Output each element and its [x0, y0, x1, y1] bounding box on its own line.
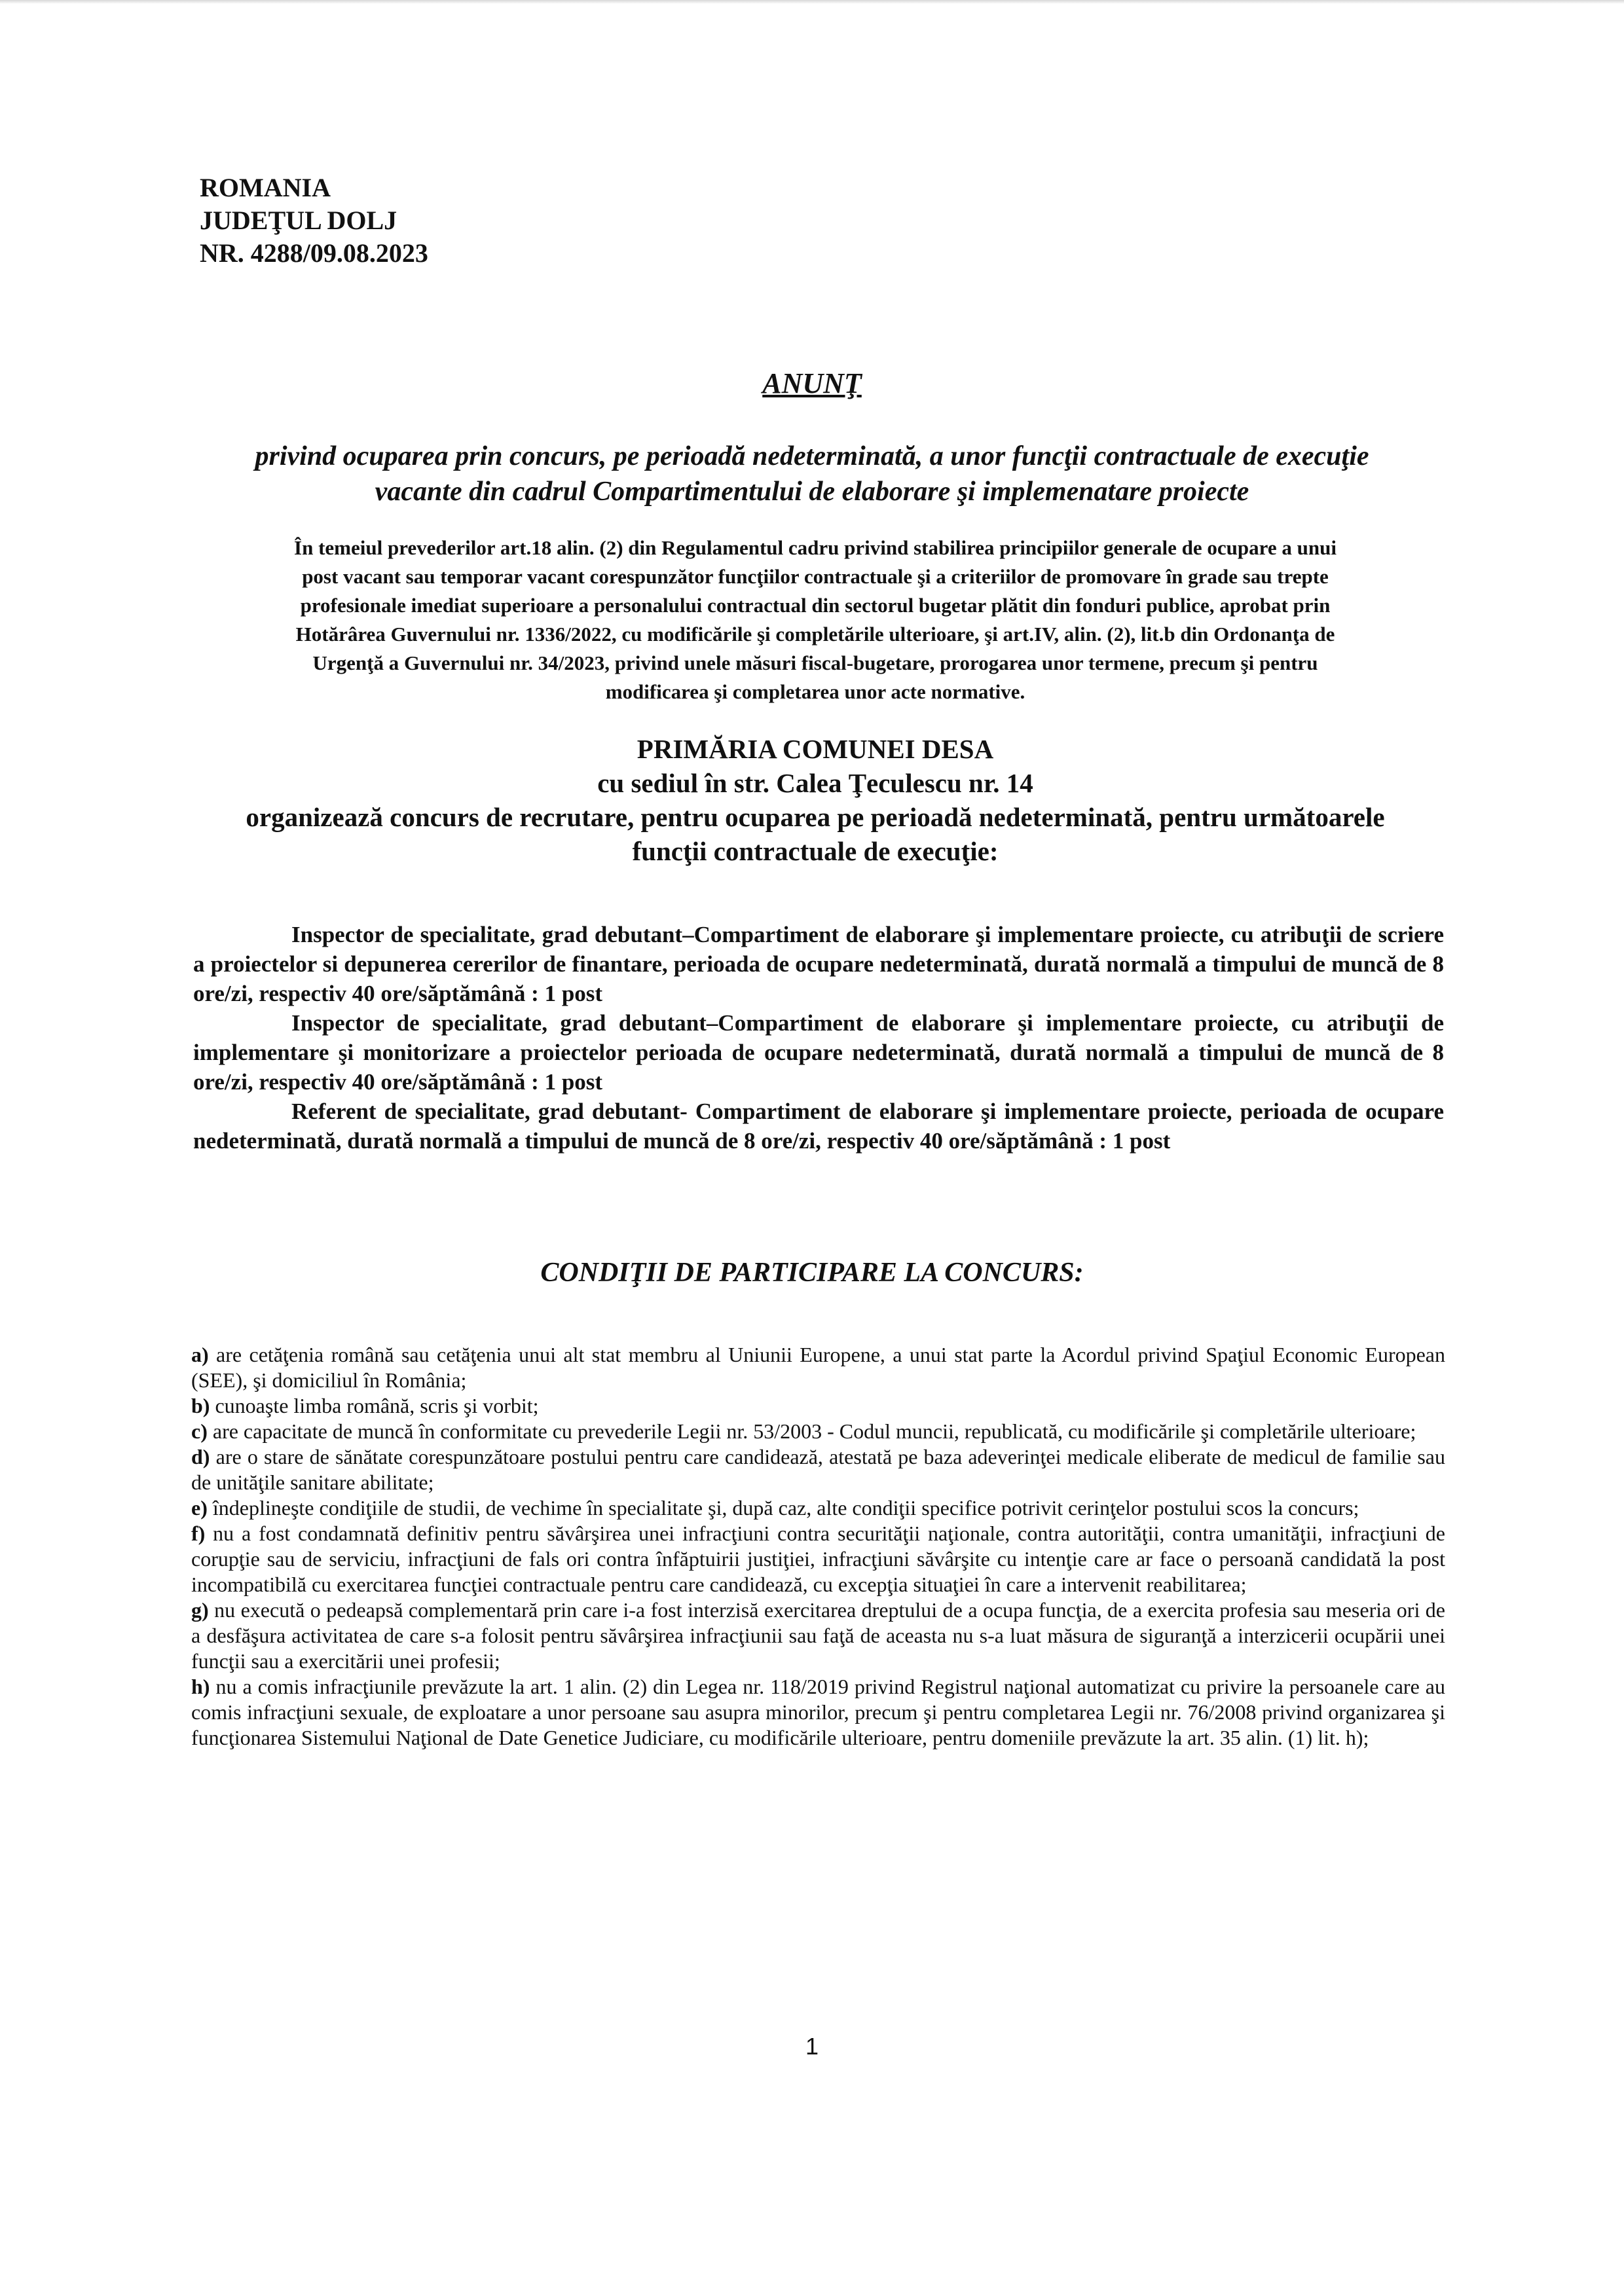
condition-letter: d) — [191, 1445, 210, 1468]
legal-line-6: modificarea şi completarea unor acte normative. — [605, 680, 1025, 703]
document-subtitle — [196, 439, 1428, 509]
legal-line-5: Urgenţă a Guvernului nr. 34/2023, privind unele măsuri fiscal-bugetare, prorogarea unor termene, precum şi pentru — [312, 651, 1318, 674]
header-country: ROMANIA — [200, 173, 331, 202]
condition-text: nu a fost condamnată definitiv pentru săvârşirea unei infracţiuni contra securităţii naţionale, contra autorităţii, contra umanităţii, infracţiuni de corupţie sau de serviciu, infracţiuni de fals ori contra înfăptuirii justiţiei, infracţiuni săvârşite cu intenţie care ar face o persoană candidată la post incompatibilă cu exercitarea funcţiei contractuale pentru care candidează, cu excepţia situaţiei în care a intervenit reabilitarea; — [191, 1522, 1445, 1596]
conditions-title: CONDIŢII DE PARTICIPARE LA CONCURS: — [540, 1258, 1084, 1288]
condition-text: îndeplineşte condiţiile de studii, de vechime în specialitate şi, după caz, alte condiţii specifice potrivit cerinţelor postului scos la concurs; — [207, 1496, 1359, 1520]
page-number: 1 — [805, 2033, 819, 2060]
organizer-name: PRIMĂRIA COMUNEI DESA — [637, 734, 994, 764]
condition-item — [191, 1674, 1445, 1751]
condition-text: cunoaşte limba română, scris şi vorbit; — [210, 1394, 539, 1417]
organizer-statement-line-1: organizează concurs de recrutare, pentru ocuparea pe perioadă nedeterminată, pentru următoarele — [246, 802, 1385, 832]
condition-letter: f) — [191, 1522, 206, 1545]
legal-basis — [196, 534, 1434, 706]
condition-text: are o stare de sănătate corespunzătoare postului pentru care candidează, atestată pe baza adeverinţei medicale eliberate de medicul de familie sau de unităţile sanitare abilitate; — [191, 1445, 1445, 1494]
condition-letter: b) — [191, 1394, 210, 1417]
condition-letter: a) — [191, 1343, 209, 1366]
condition-item — [191, 1597, 1445, 1674]
header-registration-number: NR. 4288/09.08.2023 — [200, 238, 428, 268]
issuer-header — [200, 172, 428, 270]
subtitle-line-1: privind ocuparea prin concurs, pe perioadă nedeterminată, a unor funcţii contractuale de execuţie — [255, 441, 1369, 471]
post-text: Inspector de specialitate, grad debutant–Compartiment de elaborare şi implementare proiecte, cu atribuţii de implementare şi monitorizare a proiectelor perioada de ocupare nedeterminată, durată normală a timpului de muncă de 8 ore/zi, respectiv 40 ore/săptămână : 1 post — [193, 1010, 1444, 1095]
post-item — [193, 1008, 1444, 1097]
post-item — [193, 1097, 1444, 1156]
legal-line-2: post vacant sau temporar vacant corespunzător funcţiilor contractuale şi a criteriilor de promovare în grade sau trepte — [302, 565, 1329, 588]
organizer-statement-line-2: funcţii contractuale de execuţie: — [632, 836, 999, 866]
condition-item — [191, 1393, 1445, 1419]
condition-text: are capacitate de muncă în conformitate cu prevederile Legii nr. 53/2003 - Codul muncii, republicată, cu modificările şi completările ulterioare; — [207, 1419, 1416, 1443]
organizer-address: cu sediul în str. Calea Ţeculescu nr. 14 — [597, 768, 1033, 798]
scan-edge — [0, 0, 1624, 4]
condition-letter: g) — [191, 1598, 209, 1622]
condition-item — [191, 1521, 1445, 1597]
condition-item — [191, 1419, 1445, 1444]
document-title: ANUNŢ — [762, 367, 862, 399]
header-county: JUDEŢUL DOLJ — [200, 206, 397, 235]
organizer-block — [190, 732, 1441, 868]
legal-line-1: În temeiul prevederilor art.18 alin. (2) din Regulamentul cadru privind stabilirea principiilor generale de ocupare a unui — [294, 536, 1337, 559]
condition-item — [191, 1342, 1445, 1393]
post-text: Referent de specialitate, grad debutant- Compartiment de elaborare şi implementare proiecte, perioada de ocupare nedeterminată, durată normală a timpului de muncă de 8 ore/zi, respectiv 40 ore/săptămână : 1 post — [193, 1099, 1444, 1154]
legal-line-4: Hotărârea Guvernului nr. 1336/2022, cu modificările şi completările ulterioare, şi art.IV, alin. (2), lit.b din Ordonanţa de — [295, 623, 1335, 646]
condition-text: nu execută o pedeapsă complementară prin care i-a fost interzisă exercitarea dreptului de a ocupa funcţia, de a exercita profesia sau meseria ori de a desfăşura activitatea de care s-a folosit pentru săvârşirea infracţiunii sau faţă de aceasta nu s-a luat măsura de siguranţă a interzicerii ocupării unei funcţii sau a exercitării unei profesii; — [191, 1598, 1445, 1673]
conditions-list — [191, 1342, 1445, 1751]
condition-letter: e) — [191, 1496, 208, 1520]
condition-letter: h) — [191, 1675, 210, 1698]
post-text: Inspector de specialitate, grad debutant–Compartiment de elaborare şi implementare proiecte, cu atribuţii de scriere a proiectelor si depunerea cererilor de finantare, perioada de ocupare nedeterminată, durată normală a timpului de muncă de 8 ore/zi, respectiv 40 ore/săptămână : 1 post — [193, 922, 1444, 1006]
condition-text: are cetăţenia română sau cetăţenia unui alt stat membru al Uniunii Europene, a unui stat parte la Acordul privind Spaţiul Economic European (SEE), şi domiciliul în România; — [191, 1343, 1445, 1392]
condition-text: nu a comis infracţiunile prevăzute la art. 1 alin. (2) din Legea nr. 118/2019 privind Registrul naţional automatizat cu privire la persoanele care au comis infracţiuni sexuale, de exploatare a unor persoane sau asupra minorilor, precum şi pentru completarea Legii nr. 76/2008 privind organizarea şi funcţionarea Sistemului Naţional de Date Genetice Judiciare, cu modificările ulterioare, pentru domeniile prevăzute la art. 35 alin. (1) lit. h); — [191, 1675, 1445, 1749]
condition-item — [191, 1444, 1445, 1495]
legal-line-3: profesionale imediat superioare a personalului contractual din sectorul bugetar plătit din fonduri publice, aprobat prin — [300, 594, 1331, 617]
post-item — [193, 920, 1444, 1008]
condition-letter: c) — [191, 1419, 208, 1443]
condition-item — [191, 1495, 1445, 1521]
posts-list — [193, 920, 1444, 1156]
subtitle-line-2: vacante din cadrul Compartimentului de elaborare şi implemenatare proiecte — [375, 477, 1249, 507]
